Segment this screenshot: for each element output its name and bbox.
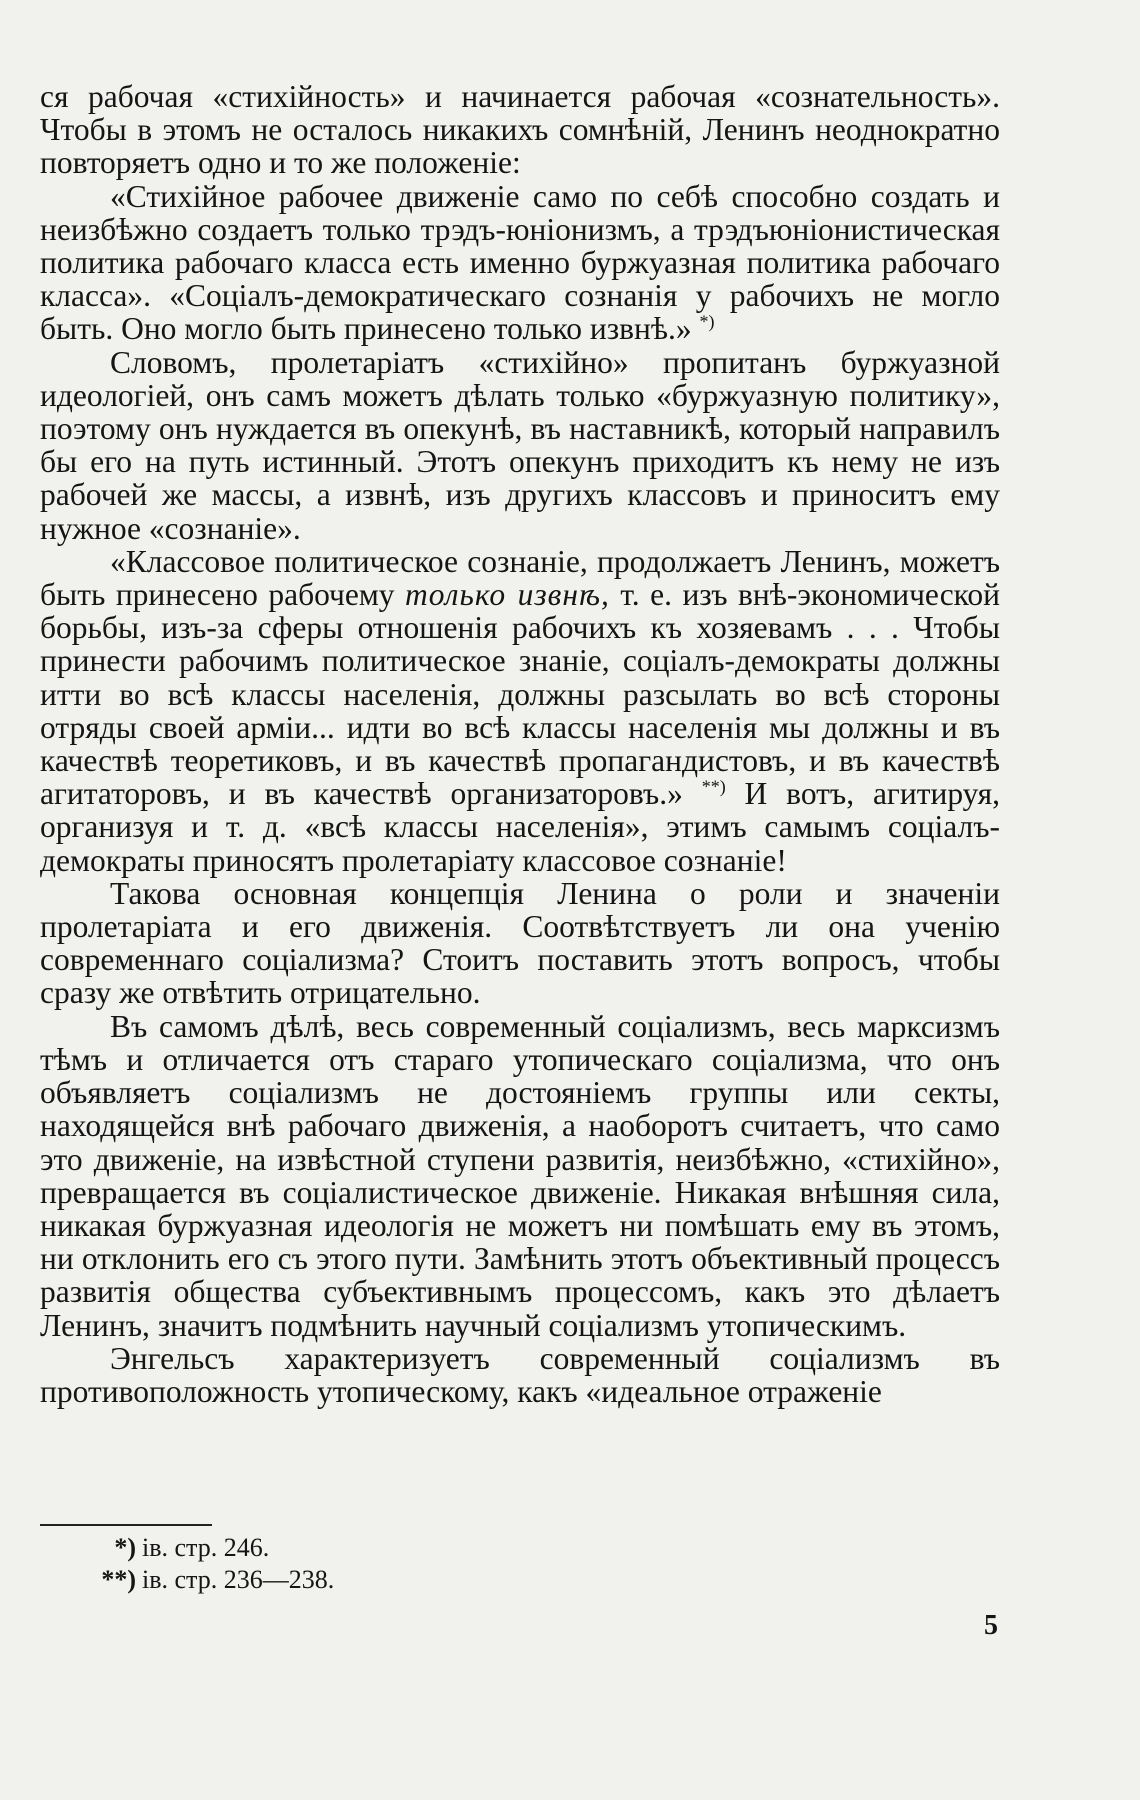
paragraph-text: «Классовое политическое сознаніе, продолжаетъ Ленинъ, можетъ быть принесено рабочему xyxy=(40,543,1000,613)
main-text xyxy=(40,80,1000,1408)
paragraph xyxy=(40,877,1000,1010)
paragraph-text: Такова основная концепція Ленина о роли и значеніи пролетаріата и его движенія. Соотвѣтствуетъ ли она ученію современнаго соціализма? Стоитъ поставить этотъ вопросъ, чтобы сразу же отвѣтить отрицательно. xyxy=(40,875,1000,1011)
footnote-text: ів. стр. 236—238. xyxy=(142,1565,335,1594)
footnote-ref-2: **) xyxy=(701,776,726,797)
page-number: 5 xyxy=(984,1610,998,1641)
footnote-1 xyxy=(92,1532,334,1564)
paragraph-text: т. е. изъ внѣ-экономической борьбы, изъ-за сферы отношенія рабочихъ къ хозяевамъ . . . Чтобы принести рабочимъ политическое знаніе, соціалъ-демократы должны итти во всѣ классы населенія, должны разсылать во всѣ стороны отряды своей арміи... идти во всѣ классы населенія мы должны и въ качествѣ теоретиковъ, и въ качествѣ пропагандистовъ, и въ качествѣ агитаторовъ, и въ качествѣ организаторовъ.» xyxy=(40,577,1000,812)
paragraph-text: Энгельсъ характеризуетъ современный соціализмъ въ противоположность утопическому, какъ «идеальное отраженіе xyxy=(40,1340,1000,1409)
footnotes xyxy=(92,1532,334,1596)
paragraph-text: Въ самомъ дѣлѣ, весь современный соціализмъ, весь марксизмъ тѣмъ и отличается отъ стараго утопическаго соціализма, что онъ объявляетъ соціализмъ не достояніемъ группы или секты, находящейся внѣ рабочаго движенія, а наоборотъ считаетъ, что само это движеніе, на извѣстной ступени развитія, неизбѣжно, «стихійно», превращается въ соціалистическое движеніе. Никакая внѣшняя сила, никакая буржуазная идеологія не можетъ ни помѣшать ему въ этомъ, ни отклонить его съ этого пути. Замѣнить этотъ объективный процессъ развитія общества субъективнымъ процессомъ, какъ это дѣлаетъ Ленинъ, значитъ подмѣнить научный соціализмъ утопическимъ. xyxy=(40,1008,1000,1343)
paragraph-text: ся рабочая «стихійность» и начинается рабочая «сознательность». Чтобы в этомъ не осталось никакихъ сомнѣній, Ленинъ неоднократно повторяетъ одно и то же положеніе: xyxy=(40,79,1000,181)
paragraph-text: Словомъ, пролетаріатъ «стихійно» пропитанъ буржуазной идеологіей, онъ самъ можетъ дѣлать только «буржуазную политику», поэтому онъ нуждается въ опекунѣ, въ наставникѣ, который направилъ бы его на путь истинный. Этотъ опекунъ приходитъ къ нему не изъ рабочей же массы, а извнѣ, изъ другихъ классовъ и приноситъ ему нужное «сознаніе». xyxy=(40,344,1000,546)
footnote-ref-1: *) xyxy=(699,311,715,332)
emphasis-text: только извнѣ, xyxy=(405,577,610,613)
paragraph xyxy=(40,1010,1000,1342)
paragraph-text: «Стихійное рабочее движеніе само по себѣ способно создать и неизбѣжно создаетъ только трэдъ-юніонизмъ, а трэдъюніонистическая политика рабочаго класса есть именно буржуазная политика рабочаго класса». «Соціалъ-демократическаго сознанія у рабочихъ не могло быть. Оно могло быть принесено только извнѣ.» xyxy=(40,178,1000,347)
paragraph xyxy=(40,346,1000,545)
paragraph xyxy=(40,1342,1000,1408)
lenin-quote-paragraph xyxy=(40,180,1000,346)
footnote-mark: *) xyxy=(114,1533,136,1562)
paragraph-continuation xyxy=(40,80,1000,180)
footnote-mark: **) xyxy=(101,1565,136,1594)
footnote-2 xyxy=(92,1564,334,1596)
footnote-divider xyxy=(40,1524,212,1526)
lenin-quote-paragraph-2 xyxy=(40,545,1000,877)
footnote-text: ів. стр. 246. xyxy=(142,1533,270,1562)
paragraph-text: И вотъ, агитируя, организуя и т. д. «всѣ классы населенія», этимъ самымъ соціалъ-демократы приносятъ пролетаріату классовое сознаніе! xyxy=(40,776,1000,878)
